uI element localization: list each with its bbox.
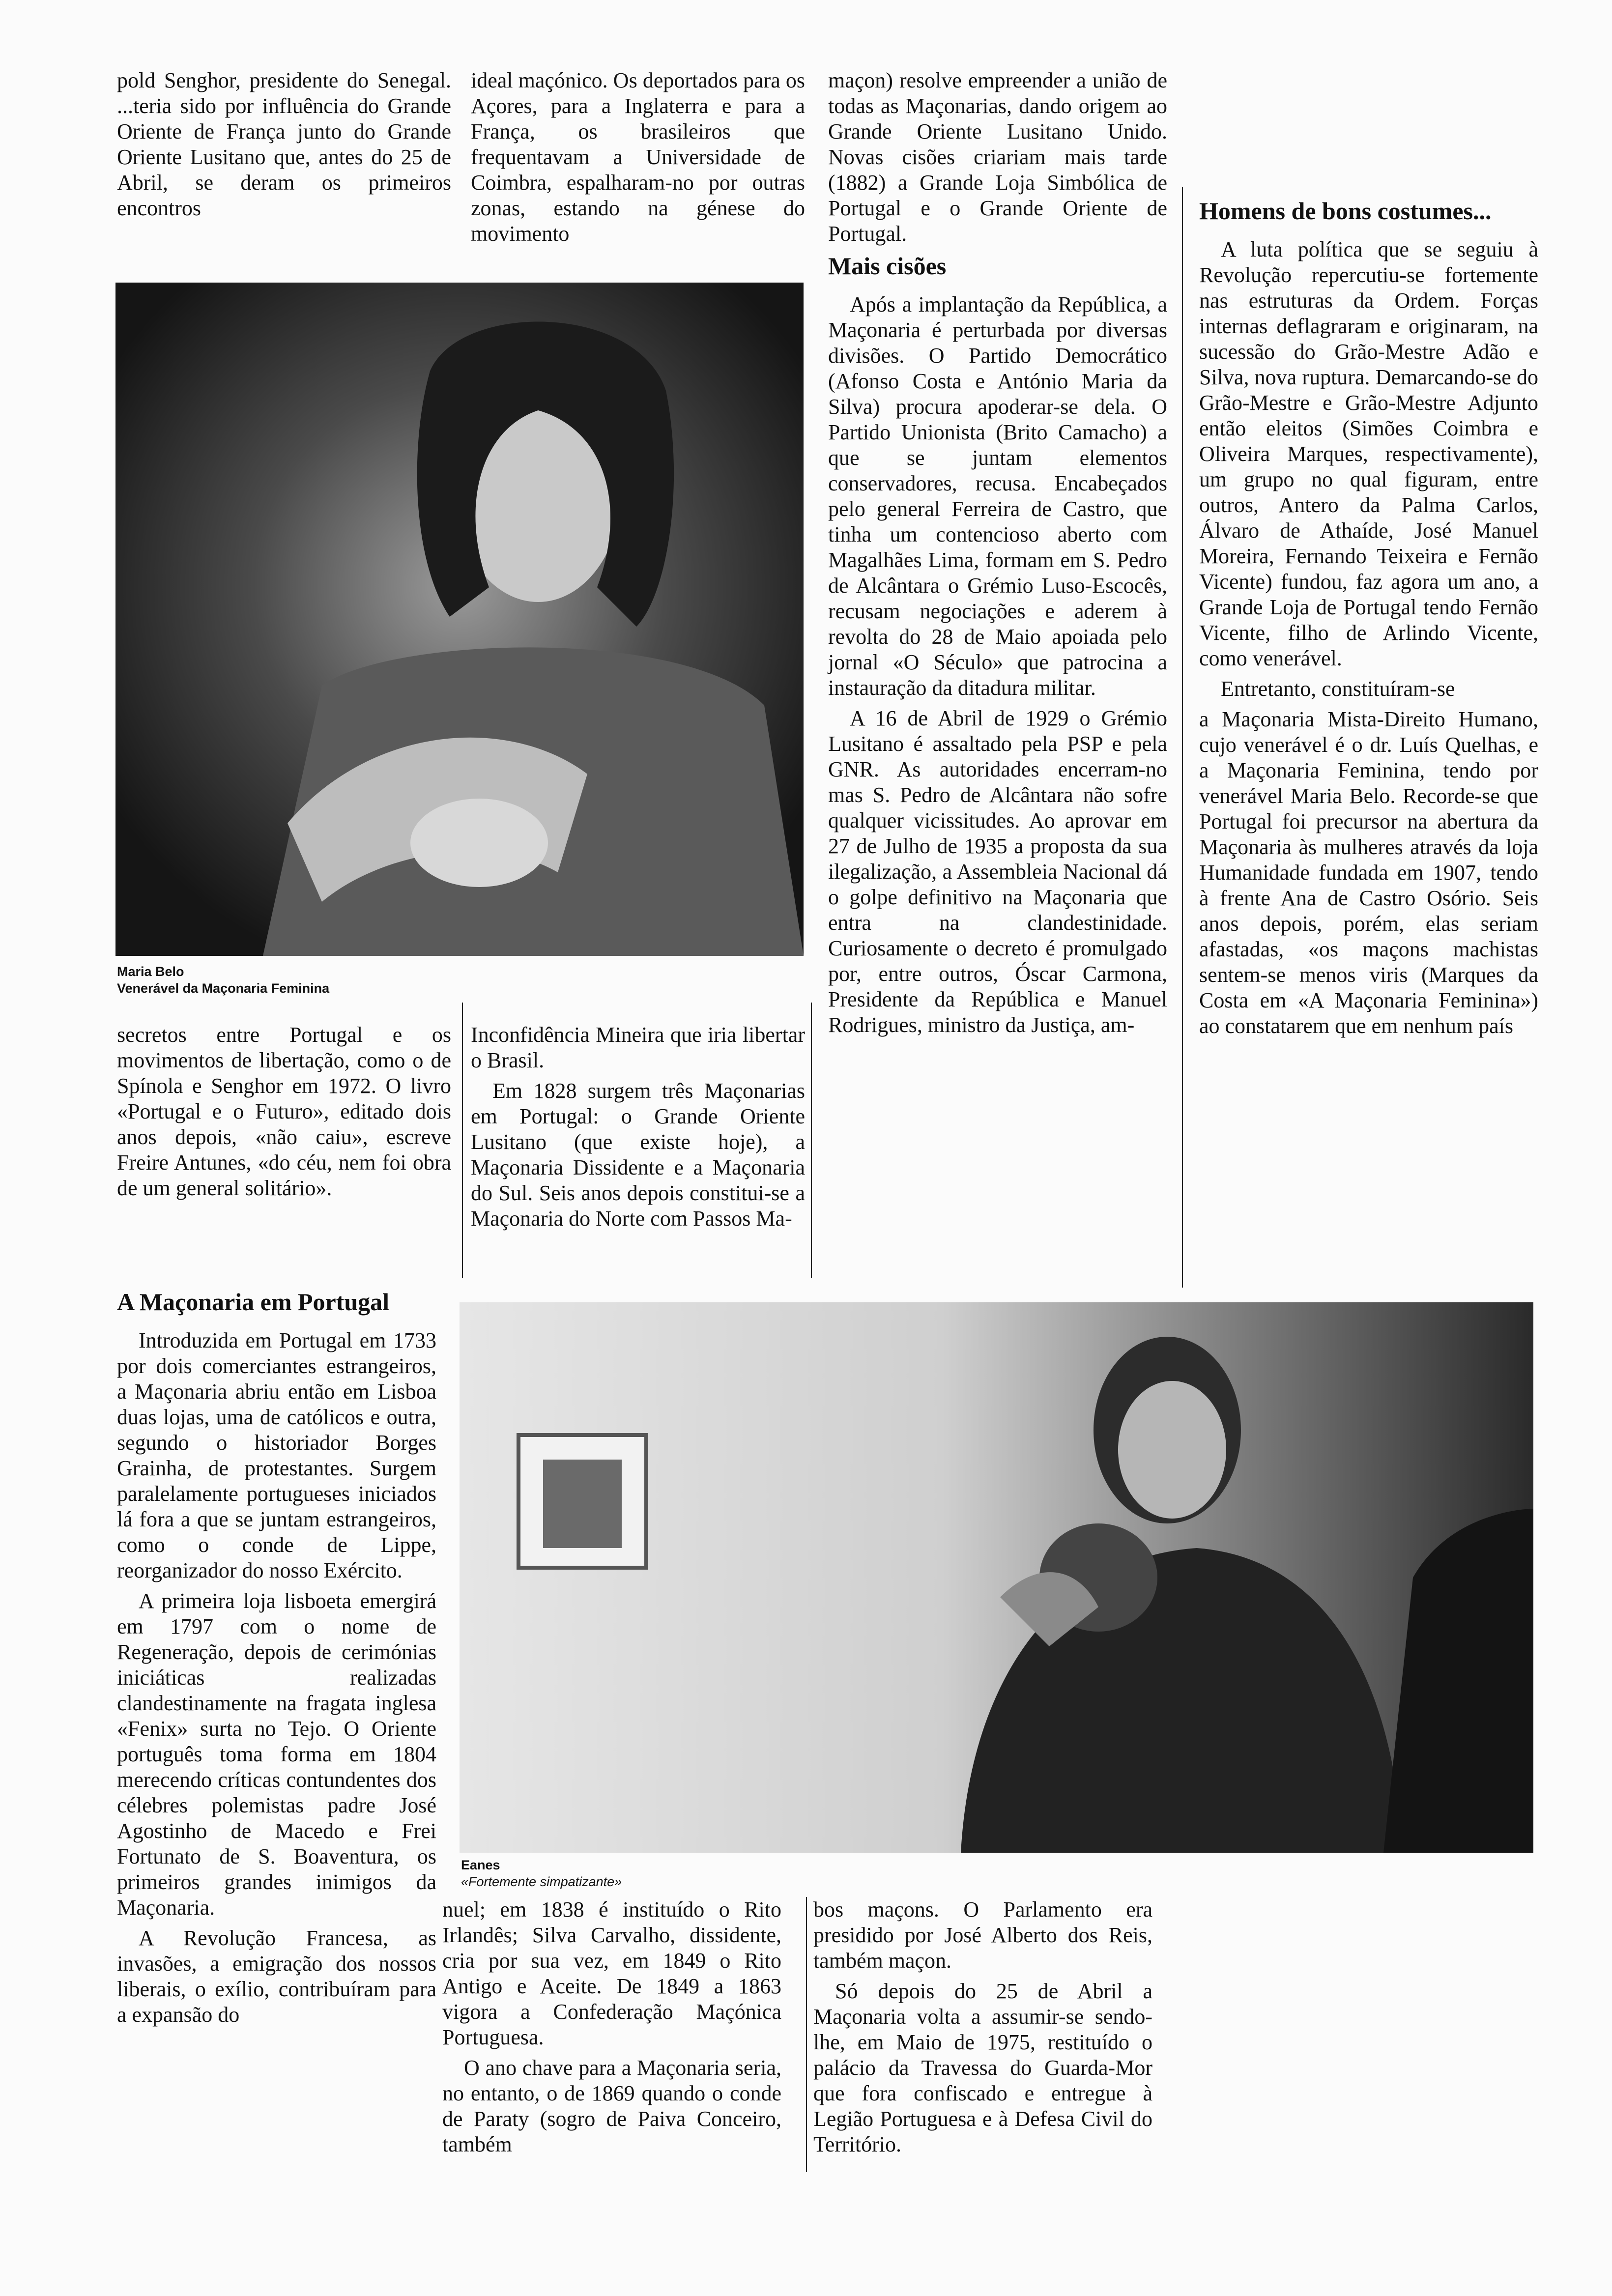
bottom-column-3-paragraph-2: Só depois do 25 de Abril a Maçonaria volta a assumir-se sendo-lhe, em Maio de 1975, restituído o palácio da Travessa do Guarda-Mor que fora confiscado e entregue à Legião Portuguesa e à Defesa Civil do Território. bbox=[813, 1979, 1152, 2156]
middle-column-2-paragraph-2: Em 1828 surgem três Maçonarias em Portugal: o Grande Oriente Lusitano (que existe hoje), a Maçonaria Dissidente e a Maçonaria do Sul. Seis anos depois constitui-se a Maçonaria do Norte com Passos Ma- bbox=[471, 1079, 805, 1231]
mais-cisoes-paragraph-2: A 16 de Abril de 1929 o Grémio Lusitano é assaltado pela PSP e pela GNR. As autoridades encerram-no mas S. Pedro de Alcântara não sofre qualquer vicissitudes. Ao aprovar em 27 de Julho de 1935 a proposta da sua ilegalização, a Assembleia Nacional dá o golpe definitivo na Maçonaria que entra na clandestinidade. Curiosamente o decreto é promulgado por, entre outros, Óscar Carmona, Presidente da República e Manuel Rodrigues, ministro da Justiça, am- bbox=[828, 706, 1167, 1037]
maconaria-portugal-column bbox=[117, 1288, 436, 2033]
top-column-2 bbox=[471, 68, 805, 247]
photo-maria-belo-caption-desc: Venerável da Maçonaria Feminina bbox=[117, 981, 330, 996]
photo-eanes bbox=[460, 1302, 1533, 1853]
column-rule bbox=[462, 1003, 463, 1278]
column-3 bbox=[828, 68, 1167, 1043]
column-rule bbox=[1182, 187, 1183, 1288]
photo-eanes-caption-desc: «Fortemente simpatizante» bbox=[461, 1874, 622, 1889]
column-rule bbox=[811, 1003, 812, 1278]
photo-eanes-caption-name: Eanes bbox=[461, 1858, 500, 1872]
middle-column-2-paragraph-1: Inconfidência Mineira que iria libertar o Brasil. bbox=[471, 1023, 805, 1072]
top-column-1 bbox=[117, 68, 451, 221]
bottom-column-2-paragraph-1: nuel; em 1838 é instituído o Rito Irlandês; Silva Carvalho, dissidente, cria por sua vez, em 1849 o Rito Antigo e Aceite. De 1849 a 1863 vigora a Confederação Maçónica Portuguesa. bbox=[442, 1897, 781, 2049]
homens-heading: Homens de bons costumes... bbox=[1199, 197, 1492, 225]
photo-maria-belo-caption-name: Maria Belo bbox=[117, 964, 184, 979]
photo-eanes-image bbox=[460, 1302, 1533, 1853]
photo-maria-belo-image bbox=[115, 283, 804, 956]
mais-cisoes-heading: Mais cisões bbox=[828, 252, 947, 280]
mais-cisoes-paragraph-1: Após a implantação da República, a Maçonaria é perturbada por diversas divisões. O Partido Democrático (Afonso Costa e António Maria da Silva) procura apoderar-se dela. O Partido Unionista (Brito Camacho) a que se juntam elementos conservadores, recusa. Encabeçados pelo general Ferreira de Castro, que tinha um contencioso aberto com Magalhães Lima, formam em S. Pedro de Alcântara o Grémio Luso-Escocês, recusam negociações e aderem à revolta do 28 de Maio apoiada pelo jornal «O Século» que patrocina a instauração da ditadura militar. bbox=[828, 292, 1167, 700]
middle-column-2 bbox=[471, 1022, 805, 1236]
photo-eanes-caption bbox=[461, 1857, 805, 1890]
bottom-column-3-paragraph-1: bos maçons. O Parlamento era presidido por José Alberto dos Reis, também maçon. bbox=[813, 1897, 1152, 1973]
homens-paragraph-1: A luta política que se seguiu à Revolução repercutiu-se fortemente nas estruturas da Ordem. Forças internas deflagraram e originaram, na sucessão do Grão-Mestre Adão e Silva, nova ruptura. Demarcando-se do Grão-Mestre e Grão-Mestre Adjunto então eleitos (Simões Coimbra e Oliveira Marques, respectivamente), um grupo no qual figuram, entre outros, Antero da Palma Carlos, Álvaro de Athaíde, José Manuel Moreira, Fernando Teixeira e Fernão Vicente) fundou, faz agora um ano, a Grande Loja de Portugal tendo Fernão Vicente, filho de Arlindo Vicente, como venerável. bbox=[1199, 237, 1538, 670]
maconaria-portugal-paragraph-3: A Revolução Francesa, as invasões, a emigração dos nossos liberais, o exílio, contribuíram para a expansão do bbox=[117, 1926, 436, 2027]
photo-maria-belo-caption bbox=[117, 963, 461, 997]
bottom-column-2 bbox=[442, 1897, 781, 2162]
homens-paragraph-3: a Maçonaria Mista-Direito Humano, cujo venerável é o dr. Luís Quelhas, e a Maçonaria Feminina, tendo por venerável Maria Belo. Recorde-se que Portugal foi precursor na abertura da Maçonaria às mulheres através da loja Humanidade fundada em 1907, tendo à frente Ana de Castro Osório. Seis anos depois, porém, elas seriam afastadas, «os maçons machistas sentem-se menos viris (Marques da Costa em «A Maçonaria Feminina») ao constatarem que em nenhum país bbox=[1199, 707, 1538, 1038]
middle-column-1-text: secretos entre Portugal e os movimentos de libertação, como o de Spínola e Senghor em 1972. O livro «Portugal e o Futuro», editado dois anos depois, «não caiu», escreve Freire Antunes, «do céu, nem foi obra de um general solitário». bbox=[117, 1023, 451, 1200]
maconaria-portugal-heading: A Maçonaria em Portugal bbox=[117, 1288, 390, 1316]
photo-maria-belo bbox=[115, 283, 804, 956]
top-column-3-text: maçon) resolve empreender a união de todas as Maçonarias, dando origem ao Grande Oriente Lusitano Unido. Novas cisões criariam mais tarde (1882) a Grande Loja Simbólica de Portugal e o Grande Oriente de Portugal. bbox=[828, 68, 1167, 246]
top-column-2-text: ideal maçónico. Os deportados para os Açores, para a Inglaterra e para a França, os brasileiros que frequentavam a Universidade de Coimbra, espalharam-no por outras zonas, estando na génese do movimento bbox=[471, 68, 805, 246]
top-column-1-text: pold Senghor, presidente do Senegal. ...teria sido por influência do Grande Oriente de França junto do Grande Oriente Lusitano que, antes do 25 de Abril, se deram os primeiros encontros bbox=[117, 68, 451, 220]
bottom-column-3 bbox=[813, 1897, 1152, 2162]
column-rule bbox=[806, 1897, 807, 2172]
homens-paragraph-2: Entretanto, constituíram-se bbox=[1221, 677, 1455, 701]
maconaria-portugal-paragraph-1: Introduzida em Portugal em 1733 por dois comerciantes estrangeiros, a Maçonaria abriu então em Lisboa duas lojas, uma de católicos e outra, segundo o historiador Borges Grainha, de protestantes. Surgem paralelamente portugueses iniciados lá fora a que se juntam estrangeiros, como o conde de Lippe, reorganizador do nosso Exército. bbox=[117, 1328, 436, 1582]
middle-column-1 bbox=[117, 1022, 451, 1206]
column-4 bbox=[1199, 197, 1538, 1044]
bottom-column-2-paragraph-2: O ano chave para a Maçonaria seria, no entanto, o de 1869 quando o conde de Paraty (sogro de Paiva Conceiro, também bbox=[442, 2056, 781, 2156]
maconaria-portugal-paragraph-2: A primeira loja lisboeta emergirá em 1797 com o nome de Regeneração, depois de cerimónias iniciáticas realizadas clandestinamente na fragata inglesa «Fenix» surta no Tejo. O Oriente português toma forma em 1804 merecendo críticas contundentes dos célebres polemistas padre José Agostinho de Macedo e Frei Fortunato de S. Boaventura, os primeiros grandes inimigos da Maçonaria. bbox=[117, 1589, 436, 1920]
